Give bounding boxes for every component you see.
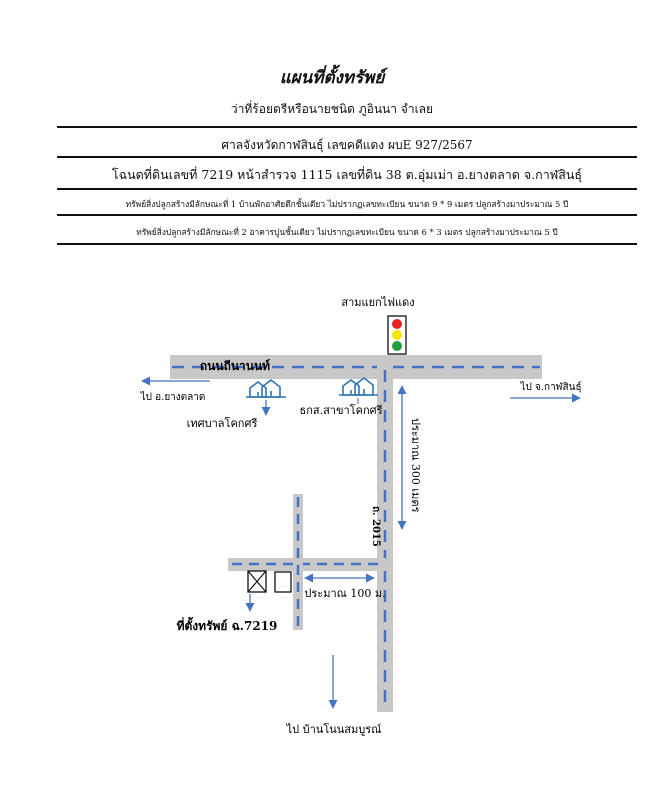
building-2-description: ทรัพย์สิ่งปลูกสร้างมีลักษณะที่ 2 อาคารปูนชั้นเดียว ไม่ปรากฏเลขทะเบียน ขนาด 6 * 3 เมตร ปลูกสร้างมาประมาณ 5 ปี (136, 227, 558, 237)
bank-house-icon (339, 378, 378, 395)
distance-300-label: ประมาณ 300 เมตร (409, 418, 422, 513)
traffic-light-label: สามแยกไฟแดง (341, 296, 415, 309)
building-1-icon (248, 571, 266, 592)
building-1-description: ทรัพย์สิ่งปลูกสร้างมีลักษณะที่ 1 บ้านพักอาศัยตึกชั้นเดียว ไม่ปรากฏเลขทะเบียน ขนาด 9 * 9 เมตร ปลูกสร้างมาประมาณ 5 ปี (125, 199, 569, 209)
court-case-line: ศาลจังหวัดกาฬสินธุ์ เลขคดีแดง ผบE 927/2567 (221, 138, 473, 152)
municipality-house-icon (246, 380, 286, 397)
yellow-light-icon (392, 330, 402, 340)
red-light-icon (392, 319, 402, 329)
to-east-label: ไป จ.กาฬสินธุ์ (520, 382, 582, 393)
property-label: ที่ตั้งทรัพย์ ฉ.7219 (176, 619, 278, 633)
bank-label: ธกส.สาขาโคกศรี (299, 404, 383, 417)
building-2-icon (275, 572, 291, 592)
deed-line: โฉนดที่ดินเลขที่ 7219 หน้าสำรวจ 1115 เลขที่ดิน 38 ต.อุ่มเม่า อ.ยางตลาด จ.กาฬสินธุ์ (111, 167, 583, 182)
to-south-label: ไป บ้านโนนสมบูรณ์ (286, 723, 382, 736)
green-light-icon (392, 341, 402, 351)
distance-100-label: ประมาณ 100 ม. (304, 587, 386, 600)
map-title: แผนที่ตั้งทรัพย์ (279, 68, 385, 88)
to-west-label: ไป อ.ยางตลาด (140, 392, 206, 403)
main-road-label: ถนนถีนานนท์ (199, 359, 271, 373)
road-2015-label: ถ. 2015 (370, 506, 381, 547)
municipality-label: เทศบาลโคกศรี (186, 417, 258, 430)
defendant-line: ว่าที่ร้อยตรีหรือนายชนิด ภูอินนา จำเลย (230, 102, 434, 116)
